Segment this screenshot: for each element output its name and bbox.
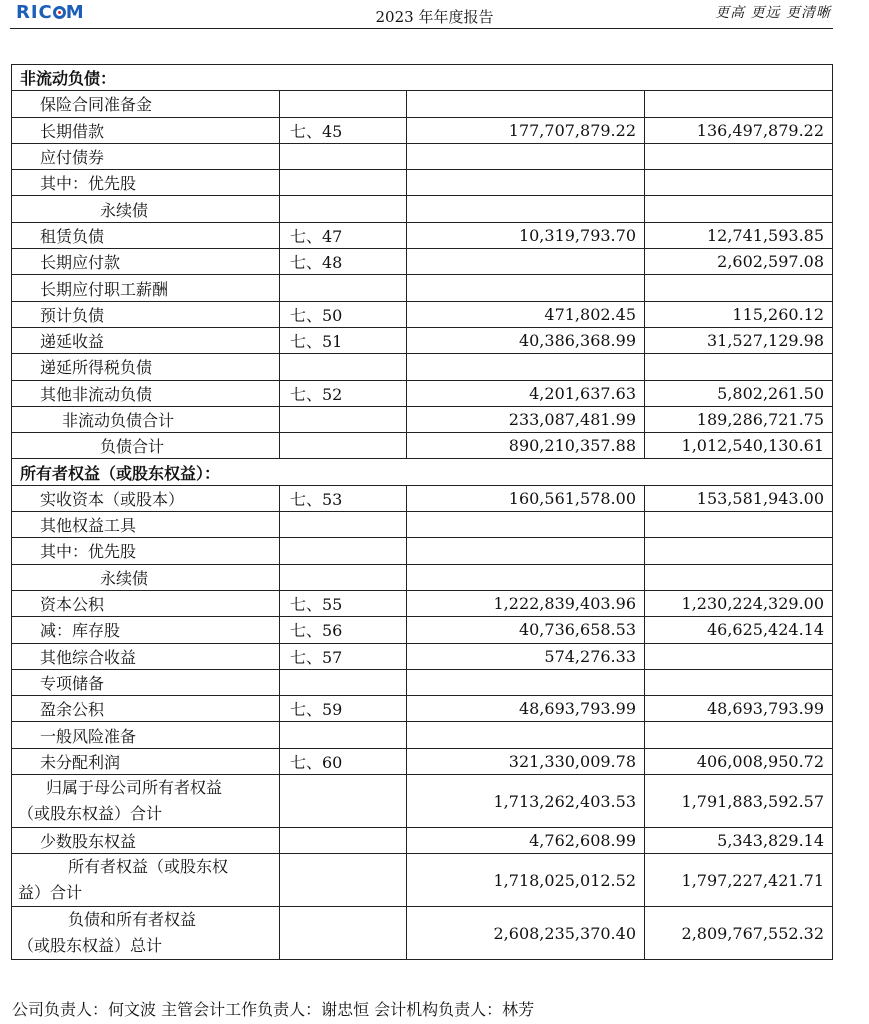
- row-current: 40,386,368.99: [407, 327, 645, 353]
- row-label-line1: 归属于母公司所有者权益: [46, 778, 223, 798]
- row-label: 长期借款: [12, 117, 280, 143]
- row-prior: [645, 143, 833, 169]
- row-label: 其他综合收益: [12, 643, 280, 669]
- row-note: [280, 275, 407, 301]
- row-current: 890,210,357.88: [407, 433, 645, 459]
- report-title: 2023 年年度报告: [375, 8, 494, 26]
- row-current: 2,608,235,370.40: [407, 907, 645, 960]
- row-prior: [645, 170, 833, 196]
- row-label: 其他非流动负债: [12, 380, 280, 406]
- row-label: 减：库存股: [12, 617, 280, 643]
- header-divider: [10, 28, 833, 29]
- row-prior: 1,230,224,329.00: [645, 590, 833, 616]
- row-note: 七、53: [280, 485, 407, 511]
- row-note: [280, 907, 407, 960]
- row-prior: [645, 538, 833, 564]
- row-current: [407, 275, 645, 301]
- table-row: [12, 117, 833, 143]
- row-prior: [645, 669, 833, 695]
- row-prior: 1,012,540,130.61: [645, 433, 833, 459]
- row-prior: 406,008,950.72: [645, 748, 833, 774]
- row-prior: 115,260.12: [645, 301, 833, 327]
- row-note: [280, 828, 407, 854]
- row-label: 应付债券: [12, 143, 280, 169]
- row-current: [407, 538, 645, 564]
- section-row-noncurrent: [12, 65, 833, 91]
- row-prior: [645, 354, 833, 380]
- row-note: [280, 722, 407, 748]
- row-current: 574,276.33: [407, 643, 645, 669]
- subtotal-row: [12, 775, 833, 828]
- row-current: [407, 564, 645, 590]
- row-prior: 1,797,227,421.71: [645, 854, 833, 907]
- section-row-equity: [12, 459, 833, 485]
- row-current: 160,561,578.00: [407, 485, 645, 511]
- row-current: 233,087,481.99: [407, 406, 645, 432]
- row-current: 321,330,009.78: [407, 748, 645, 774]
- row-note: [280, 775, 407, 828]
- row-note: [280, 170, 407, 196]
- row-current: 48,693,793.99: [407, 696, 645, 722]
- table-row: [12, 512, 833, 538]
- row-note: 七、48: [280, 249, 407, 275]
- balance-sheet-table: [11, 64, 833, 960]
- table-row: [12, 354, 833, 380]
- row-label: 实收资本（或股本）: [12, 485, 280, 511]
- row-label: [12, 775, 280, 828]
- table-row: [12, 538, 833, 564]
- table-row: [12, 564, 833, 590]
- row-note: 七、52: [280, 380, 407, 406]
- row-current: 1,222,839,403.96: [407, 590, 645, 616]
- row-label: 非流动负债合计: [12, 406, 280, 432]
- row-prior: [645, 722, 833, 748]
- row-prior: 12,741,593.85: [645, 222, 833, 248]
- row-note: [280, 91, 407, 117]
- table-row: [12, 617, 833, 643]
- table-row: [12, 196, 833, 222]
- table-row: [12, 669, 833, 695]
- table-row: [12, 380, 833, 406]
- row-note: [280, 354, 407, 380]
- row-note: [280, 143, 407, 169]
- row-prior: 136,497,879.22: [645, 117, 833, 143]
- row-prior: 5,343,829.14: [645, 828, 833, 854]
- row-prior: 1,791,883,592.57: [645, 775, 833, 828]
- table-row: [12, 91, 833, 117]
- row-prior: [645, 564, 833, 590]
- table-row: [12, 327, 833, 353]
- row-prior: 46,625,424.14: [645, 617, 833, 643]
- total-row: [12, 907, 833, 960]
- row-current: [407, 196, 645, 222]
- row-prior: [645, 275, 833, 301]
- row-note: 七、59: [280, 696, 407, 722]
- row-current: [407, 249, 645, 275]
- row-label: 资本公积: [12, 590, 280, 616]
- row-label: [12, 854, 280, 907]
- section-title-equity: 所有者权益（或股东权益）：: [12, 459, 833, 485]
- row-note: 七、57: [280, 643, 407, 669]
- row-note: 七、45: [280, 117, 407, 143]
- table-row: [12, 222, 833, 248]
- row-label: 专项储备: [12, 669, 280, 695]
- row-prior: [645, 91, 833, 117]
- row-note: [280, 854, 407, 907]
- table-row: [12, 828, 833, 854]
- row-prior: 31,527,129.98: [645, 327, 833, 353]
- row-prior: [645, 643, 833, 669]
- row-note: [280, 406, 407, 432]
- row-label: 未分配利润: [12, 748, 280, 774]
- table-row: [12, 748, 833, 774]
- row-label-line1: 所有者权益（或股东权: [68, 857, 229, 877]
- row-note: [280, 433, 407, 459]
- total-row: [12, 433, 833, 459]
- subtotal-row: [12, 854, 833, 907]
- table-row: [12, 485, 833, 511]
- row-current: 1,718,025,012.52: [407, 854, 645, 907]
- row-note: [280, 538, 407, 564]
- row-label: 负债合计: [12, 433, 280, 459]
- row-label: 长期应付款: [12, 249, 280, 275]
- row-prior: 153,581,943.00: [645, 485, 833, 511]
- row-prior: 5,802,261.50: [645, 380, 833, 406]
- row-current: [407, 669, 645, 695]
- row-label: 租赁负债: [12, 222, 280, 248]
- table-row: [12, 143, 833, 169]
- signatories-footer: 公司负责人：何文波 主管会计工作负责人：谢忠恒 会计机构负责人：林芳: [12, 1000, 535, 1019]
- table-row: [12, 301, 833, 327]
- row-current: [407, 91, 645, 117]
- row-note: 七、55: [280, 590, 407, 616]
- table-row: [12, 249, 833, 275]
- row-current: 1,713,262,403.53: [407, 775, 645, 828]
- row-prior: 2,809,767,552.32: [645, 907, 833, 960]
- table-row: [12, 590, 833, 616]
- table-row: [12, 170, 833, 196]
- row-label-line2: 益）合计: [18, 883, 83, 903]
- row-label: 其中：优先股: [12, 170, 280, 196]
- row-label: 预计负债: [12, 301, 280, 327]
- row-label-line1: 负债和所有者权益: [68, 910, 197, 930]
- row-prior: [645, 196, 833, 222]
- row-current: 40,736,658.53: [407, 617, 645, 643]
- row-current: [407, 512, 645, 538]
- slogan: 更高 更远 更清晰: [715, 5, 831, 21]
- row-note: [280, 196, 407, 222]
- table-row: [12, 696, 833, 722]
- row-note: 七、56: [280, 617, 407, 643]
- row-label: 其他权益工具: [12, 512, 280, 538]
- row-note: 七、60: [280, 748, 407, 774]
- row-note: [280, 564, 407, 590]
- row-current: 4,762,608.99: [407, 828, 645, 854]
- row-prior: [645, 512, 833, 538]
- row-note: 七、47: [280, 222, 407, 248]
- row-label: 长期应付职工薪酬: [12, 275, 280, 301]
- row-note: [280, 512, 407, 538]
- page-header: [0, 0, 869, 30]
- row-current: [407, 170, 645, 196]
- row-current: 10,319,793.70: [407, 222, 645, 248]
- row-label: 递延收益: [12, 327, 280, 353]
- company-logo: RIC M: [16, 2, 85, 23]
- row-label: 永续债: [12, 564, 280, 590]
- row-current: 177,707,879.22: [407, 117, 645, 143]
- row-label-line2: （或股东权益）总计: [18, 936, 163, 956]
- row-label: 少数股东权益: [12, 828, 280, 854]
- row-note: 七、51: [280, 327, 407, 353]
- subtotal-row: [12, 406, 833, 432]
- row-label: 递延所得税负债: [12, 354, 280, 380]
- row-note: 七、50: [280, 301, 407, 327]
- row-label: 一般风险准备: [12, 722, 280, 748]
- row-current: [407, 354, 645, 380]
- table-row: [12, 722, 833, 748]
- row-current: 471,802.45: [407, 301, 645, 327]
- row-current: [407, 143, 645, 169]
- row-current: 4,201,637.63: [407, 380, 645, 406]
- row-note: [280, 669, 407, 695]
- row-prior: 48,693,793.99: [645, 696, 833, 722]
- row-label: [12, 907, 280, 960]
- row-prior: 2,602,597.08: [645, 249, 833, 275]
- row-prior: 189,286,721.75: [645, 406, 833, 432]
- row-current: [407, 722, 645, 748]
- table-row: [12, 643, 833, 669]
- section-title-noncurrent: 非流动负债：: [12, 65, 833, 91]
- row-label: 其中：优先股: [12, 538, 280, 564]
- row-label: 永续债: [12, 196, 280, 222]
- row-label: 保险合同准备金: [12, 91, 280, 117]
- table-row: [12, 275, 833, 301]
- row-label-line2: （或股东权益）合计: [18, 804, 163, 824]
- row-label: 盈余公积: [12, 696, 280, 722]
